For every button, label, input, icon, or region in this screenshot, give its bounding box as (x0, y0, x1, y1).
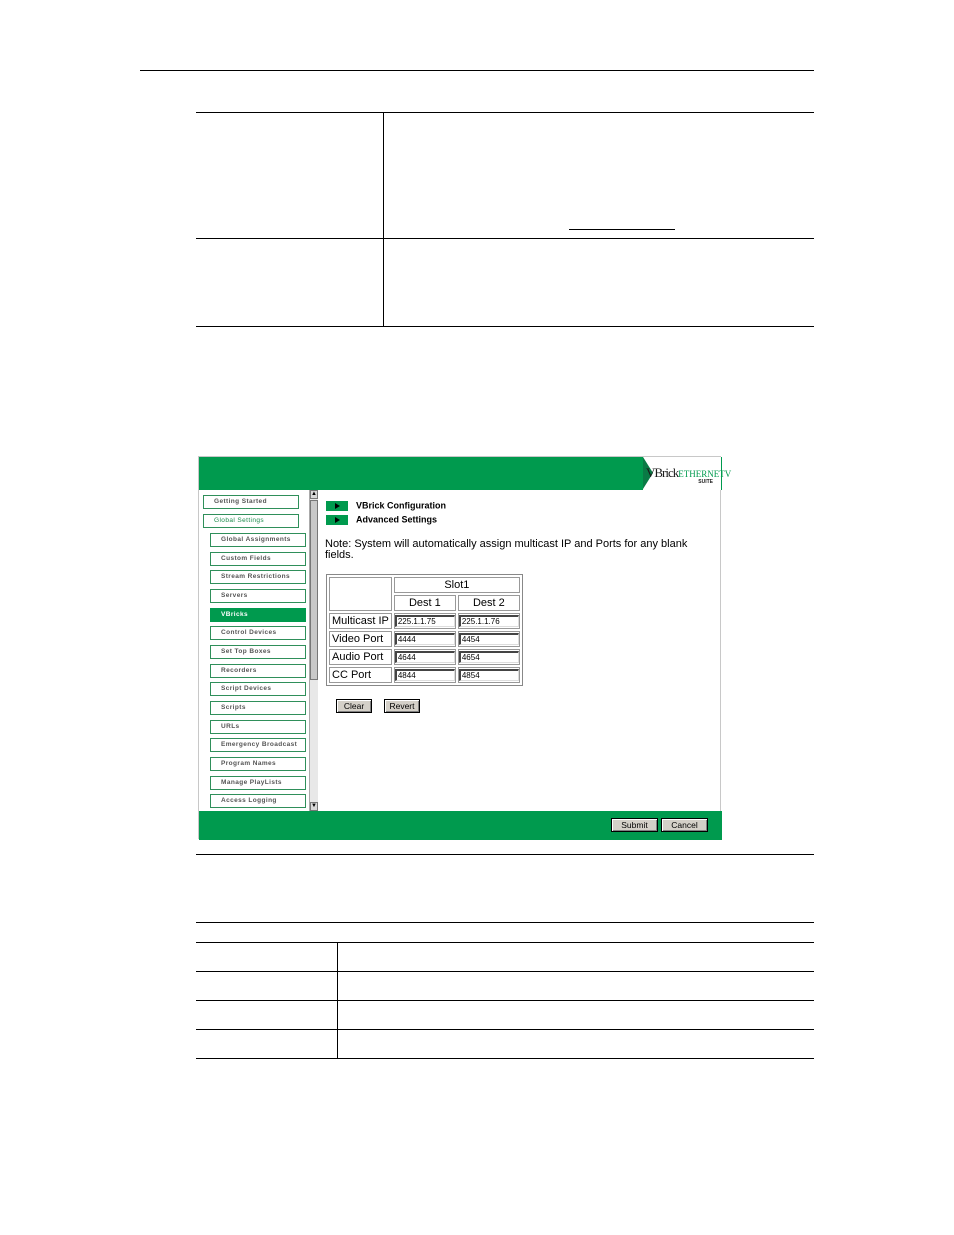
play-arrow-icon (326, 515, 348, 525)
breadcrumb-vbrick-configuration[interactable]: VBrick Configuration (326, 500, 446, 512)
sidebar-item-access-logging[interactable]: Access Logging (210, 794, 306, 808)
sidebar-item-getting-started[interactable]: Getting Started (203, 495, 299, 509)
multicast-config-table (326, 574, 523, 686)
scroll-up-icon[interactable]: ▲ (311, 491, 317, 497)
sidebar-item-recorders[interactable]: Recorders (210, 664, 306, 678)
sidebar-item-global-settings[interactable]: Global Settings (203, 514, 299, 528)
sidebar-item-manage-playlists[interactable]: Manage PlayLists (210, 776, 306, 790)
row-label: Multicast IP (329, 613, 392, 629)
multicast-ip-dest2-input[interactable]: 225.1.1.76 (459, 615, 519, 627)
cancel-button[interactable]: Cancel (661, 818, 708, 832)
cc-port-dest2-input[interactable]: 4854 (459, 669, 519, 681)
sidebar-item-vbricks[interactable]: VBricks (210, 608, 306, 622)
sidebar-scrollbar[interactable] (309, 490, 318, 811)
audio-port-dest2-input[interactable]: 4654 (459, 651, 519, 663)
link-underline (569, 229, 675, 230)
row-label: Video Port (329, 631, 392, 647)
video-port-dest2-input[interactable]: 4454 (459, 633, 519, 645)
table-row (329, 631, 520, 647)
breadcrumb-advanced-settings[interactable]: Advanced Settings (326, 514, 437, 526)
sidebar-item-urls[interactable]: URLs (210, 720, 306, 734)
submit-button[interactable]: Submit (611, 818, 658, 832)
sidebar-item-stream-restrictions[interactable]: Stream Restrictions (210, 570, 306, 584)
sidebar-item-emergency-broadcast[interactable]: Emergency Broadcast (210, 738, 306, 752)
table-row (329, 649, 520, 665)
play-arrow-icon (326, 501, 348, 511)
table-row (329, 667, 520, 683)
header-rule (140, 70, 814, 71)
audio-port-dest1-input[interactable]: 4644 (395, 651, 455, 663)
bottom-bar (199, 811, 722, 840)
vbrick-logo: VBrickETHERNETV SUITE (643, 457, 721, 490)
sidebar-item-custom-fields[interactable]: Custom Fields (210, 552, 306, 566)
sidebar-item-control-devices[interactable]: Control Devices (210, 626, 306, 640)
scrollbar-thumb[interactable] (310, 500, 318, 680)
video-port-dest1-input[interactable]: 4444 (395, 633, 455, 645)
slot-header: Slot1 (394, 577, 520, 593)
app-screenshot (198, 456, 732, 839)
table-row (329, 613, 520, 629)
revert-button[interactable]: Revert (384, 699, 420, 713)
note-text: Note: System will automatically assign multicast IP and Ports for any blank fields. (325, 538, 688, 561)
multicast-ip-dest1-input[interactable]: 225.1.1.75 (395, 615, 455, 627)
dest2-header: Dest 2 (458, 595, 520, 611)
cc-port-dest1-input[interactable]: 4844 (395, 669, 455, 681)
sidebar-item-set-top-boxes[interactable]: Set Top Boxes (210, 645, 306, 659)
row-label: Audio Port (329, 649, 392, 665)
dest1-header: Dest 1 (394, 595, 456, 611)
scroll-down-icon[interactable]: ▼ (311, 803, 317, 809)
sidebar-item-servers[interactable]: Servers (210, 589, 306, 603)
figure-rule (196, 854, 814, 855)
sidebar-nav (199, 490, 319, 811)
sidebar-item-script-devices[interactable]: Script Devices (210, 682, 306, 696)
sidebar-item-global-assignments[interactable]: Global Assignments (210, 533, 306, 547)
sidebar-item-scripts[interactable]: Scripts (210, 701, 306, 715)
clear-button[interactable]: Clear (336, 699, 372, 713)
top-banner (199, 457, 732, 490)
sidebar-item-program-names[interactable]: Program Names (210, 757, 306, 771)
row-label: CC Port (329, 667, 392, 683)
